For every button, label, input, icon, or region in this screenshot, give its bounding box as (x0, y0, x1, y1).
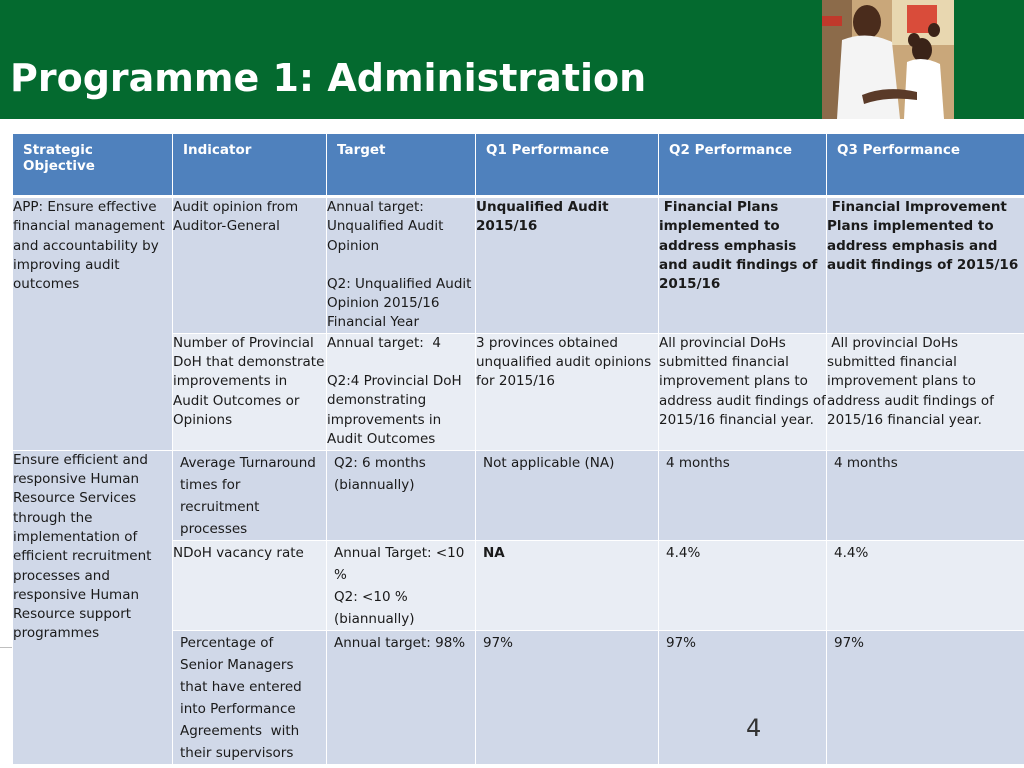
target-cell: Annual target: 98% (327, 630, 476, 764)
page-number: 4 (746, 714, 762, 742)
indicator-cell: Number of Provincial DoH that demonstrate improvements in Audit Outcomes or Opinions (173, 333, 327, 450)
performance-table (12, 133, 1024, 765)
target-q2: Q2: Unqualified Audit Opinion 2015/16 Financial Year (327, 275, 472, 331)
q2-cell: Financial Plans implemented to address emphasis and audit findings of 2015/16 (659, 197, 827, 334)
strategic-objective-cell: Ensure efficient and responsive Human Resource Services through the implementation of efficient recruitment processes and responsive Human Resource support programmes (13, 450, 173, 764)
target-q2: Q2:4 Provincial DoH demonstrating improvements in Audit Outcomes (327, 373, 462, 447)
q3-cell: 97% (827, 630, 1024, 764)
table-header-row (13, 134, 1024, 197)
target-cell (327, 540, 476, 630)
q3-cell: Financial Improvement Plans implemented to address emphasis and audit findings of 2015/16 (827, 197, 1024, 334)
q1-cell: 3 provinces obtained unqualified audit opinions for 2015/16 (476, 333, 659, 450)
target-cell (327, 197, 476, 334)
header-strategic-objective: Strategic Objective (13, 134, 173, 197)
target-annual: Annual target: Unqualified Audit Opinion (327, 199, 444, 254)
header-q2-performance: Q2 Performance (659, 134, 827, 197)
slide-title: Programme 1: Administration (10, 56, 647, 100)
indicator-cell: Average Turnaround times for recruitment processes (173, 450, 327, 540)
target-q2: Q2: <10 % (biannually) (334, 588, 415, 627)
header-q3-performance: Q3 Performance (827, 134, 1024, 197)
q3-cell: All provincial DoHs submitted financial improvement plans to address audit findings of 2015/16 financial year. (827, 333, 1024, 450)
header-indicator: Indicator (173, 134, 327, 197)
q1-cell: Not applicable (NA) (476, 450, 659, 540)
table-row (13, 450, 1024, 540)
q3-cell: 4.4% (827, 540, 1024, 630)
strategic-objective-cell: APP: Ensure effective financial management and accountability by improving audit outcomes (13, 197, 173, 451)
indicator-cell: Percentage of Senior Managers that have entered into Performance Agreements with their supervisors (173, 630, 327, 764)
q2-cell: 4.4% (659, 540, 827, 630)
indicator-cell: NDoH vacancy rate (173, 540, 327, 630)
q2-cell: 97% (659, 630, 827, 764)
target-annual: Annual Target: <10 % (334, 544, 465, 583)
table-row (13, 197, 1024, 334)
target-cell (327, 333, 476, 450)
left-divider-line (0, 647, 12, 648)
nurse-with-child-photo (822, 0, 954, 119)
q2-cell: 4 months (659, 450, 827, 540)
q2-cell: All provincial DoHs submitted financial improvement plans to address audit findings of 2015/16 financial year. (659, 333, 827, 450)
header-target: Target (327, 134, 476, 197)
target-annual: Annual target: 4 (327, 334, 441, 351)
q1-cell: Unqualified Audit 2015/16 (476, 197, 659, 334)
target-cell: Q2: 6 months (biannually) (327, 450, 476, 540)
q1-cell: 97% (476, 630, 659, 764)
header-q1-performance: Q1 Performance (476, 134, 659, 197)
q3-cell: 4 months (827, 450, 1024, 540)
indicator-cell: Audit opinion from Auditor-General (173, 197, 327, 334)
q1-cell: NA (476, 540, 659, 630)
